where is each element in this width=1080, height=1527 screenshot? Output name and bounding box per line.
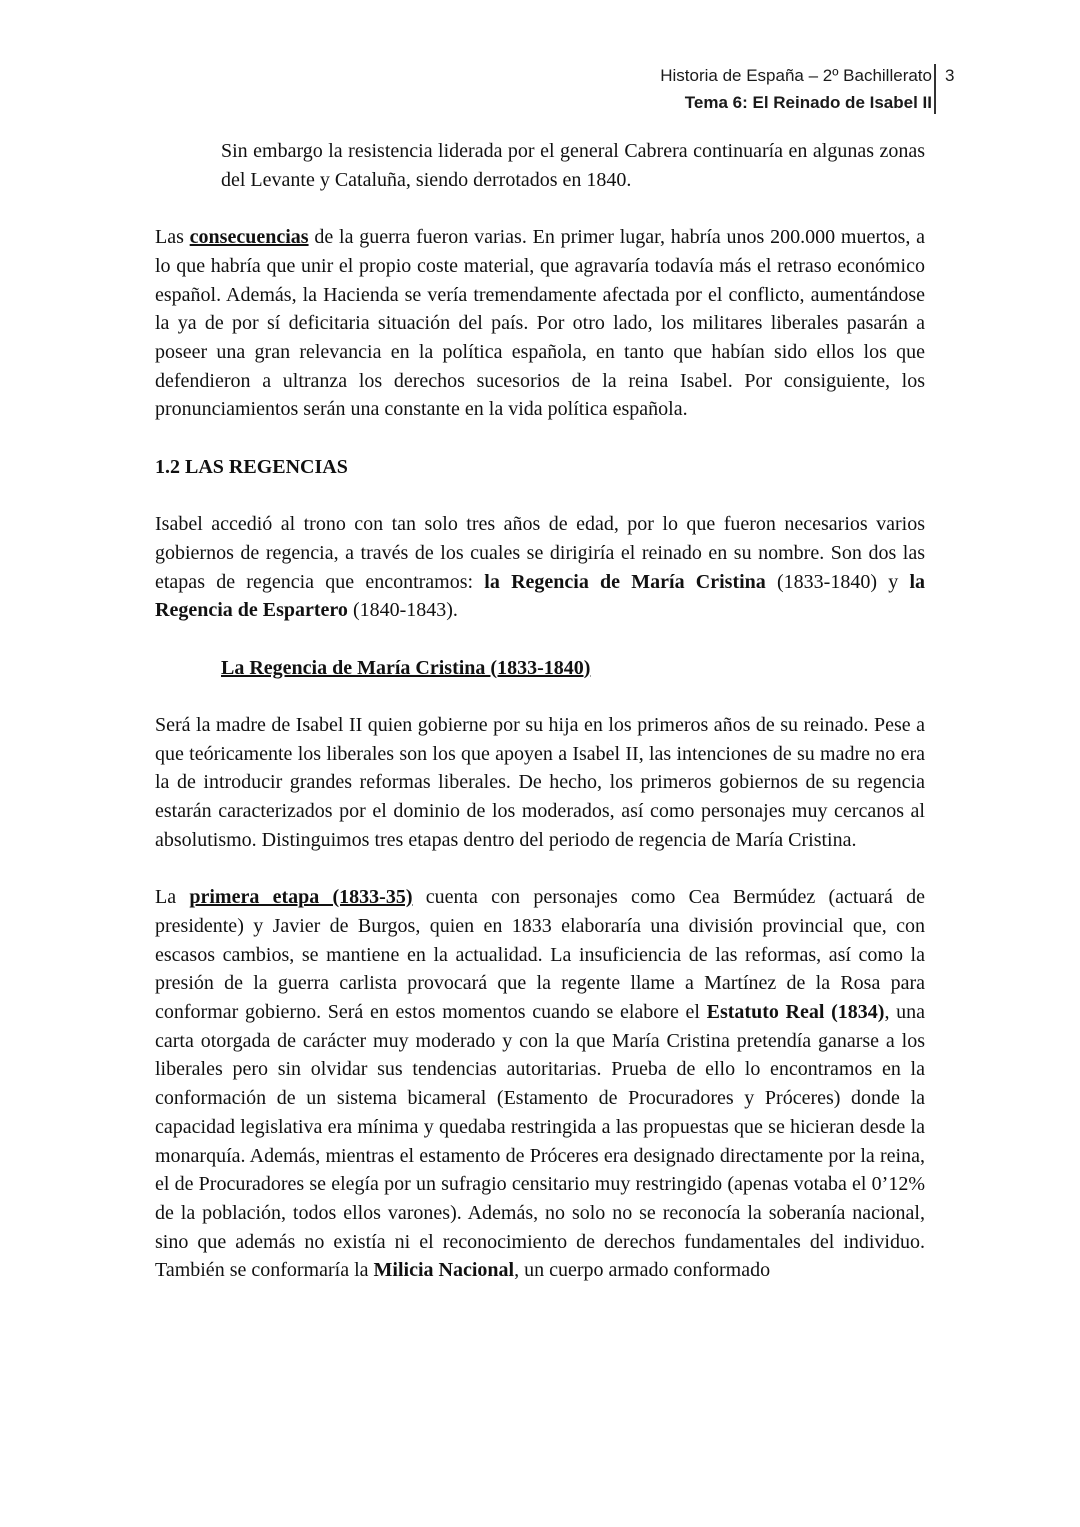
topic-title: Tema 6: El Reinado de Isabel II bbox=[684, 93, 932, 112]
bold-estatuto-real: Estatuto Real (1834) bbox=[706, 1001, 885, 1023]
paragraph-primera-etapa bbox=[155, 883, 925, 1285]
paragraph-text: , una carta otorgada de carácter muy moderado y con la que María Cristina pretendía ganarse a los liberales pero sin olvidar sus tendencias autoritarias. Prueba de ello lo encontramos en la conformación de un sistema bicameral (Estamento de Procuradores y Próceres) donde la capacidad legislativa era mínima y quedaba restringida a las propuestas que se hicieran desde la monarquía. Además, mientras el estamento de Próceres era designado directamente por la reina, el de Procuradores se elegía por un sufragio censitario muy restringido (apenas votaba el 0’12% de la población, todos ellos varones). Además, no solo no se reconocía la soberanía nacional, sino que además no existía ni el reconocimiento de derechos fundamentales del individuo. También se conformaría la bbox=[155, 1001, 925, 1282]
paragraph-madre-isabel bbox=[155, 711, 925, 855]
paragraph-regencias bbox=[155, 510, 925, 625]
paragraph-text: cuenta con personajes como Cea Bermúdez (actuará de presidente) y Javier de Burgos, quien en 1833 elaboraría una división provincial que, con escasos cambios, se mantiene en la actualidad. La insuficiencia de las reformas, así como la presión de la guerra carlista provocará que la regente llame a Martínez de la Rosa para conformar gobierno. Será en estos momentos cuando se elabore el bbox=[155, 886, 925, 1023]
paragraph-text: Sin embargo la resistencia liderada por el general Cabrera continuaría en algunas zonas del Levante y Cataluña, siendo derrotados en 1840. bbox=[221, 140, 925, 191]
paragraph-text: Isabel accedió al trono con tan solo tres años de edad, por lo que fueron necesarios varios gobiernos de regencia, a través de los cuales se dirigiría el reinado en su nombre. Son dos las etapas de regencia que encontramos: bbox=[155, 513, 925, 593]
paragraph-text: (1840-1843). bbox=[347, 599, 458, 622]
paragraph-text: (1833-1840) y bbox=[765, 570, 910, 593]
header-divider bbox=[934, 64, 936, 114]
paragraph-lead: Las bbox=[155, 226, 190, 249]
course-title: Historia de España – 2º Bachillerato bbox=[660, 66, 932, 85]
bold-milicia-nacional: Milicia Nacional bbox=[373, 1259, 515, 1282]
bold-regencia-espartero: la Regencia de Espartero bbox=[155, 570, 925, 622]
keyword-consecuencias: consecuencias bbox=[189, 226, 309, 249]
paragraph-text: , un cuerpo armado conformado bbox=[514, 1259, 771, 1282]
section-heading: 1.2 LAS REGENCIAS bbox=[155, 455, 348, 478]
bold-regencia-maria-cristina: la Regencia de María Cristina bbox=[484, 570, 766, 593]
paragraph-cabrera bbox=[155, 137, 925, 194]
paragraph-consecuencias bbox=[155, 223, 925, 424]
paragraph-text: Será la madre de Isabel II quien gobierne por su hija en los primeros años de su reinado. Pese a que teóricamente los liberales son los que apoyen a Isabel II, las intenciones de su madre no era la de introducir grandes reformas liberales. De hecho, los primeros gobiernos de su regencia estarán caracterizados por el dominio de los moderados, así como personajes muy cercanos al absolutismo. Distinguimos tres etapas dentro del periodo de regencia de María Cristina. bbox=[155, 713, 925, 851]
page-header bbox=[660, 62, 932, 116]
page-number: 3 bbox=[945, 66, 955, 85]
subsection-heading: La Regencia de María Cristina (1833-1840) bbox=[221, 656, 591, 679]
paragraph-lead: La bbox=[155, 886, 190, 909]
keyword-primera-etapa: primera etapa (1833-35) bbox=[189, 886, 413, 909]
document-body bbox=[155, 137, 925, 1314]
paragraph-text: de la guerra fueron varias. En primer lugar, habría unos 200.000 muertos, a lo que habría que unir el propio coste material, que agravaría todavía más el retraso económico español. Además, la Hacienda se vería tremendamente afectada por el conflicto, aumentándose la ya de por sí deficitaria situación del país. Por otro lado, los militares liberales pasarán a poseer una gran relevancia en la política española, en tanto que habían sido ellos los que defendieron a ultranza los derechos sucesorios de la reina Isabel. Por consiguiente, los pronunciamientos serán una constante en la vida política española. bbox=[155, 226, 925, 421]
